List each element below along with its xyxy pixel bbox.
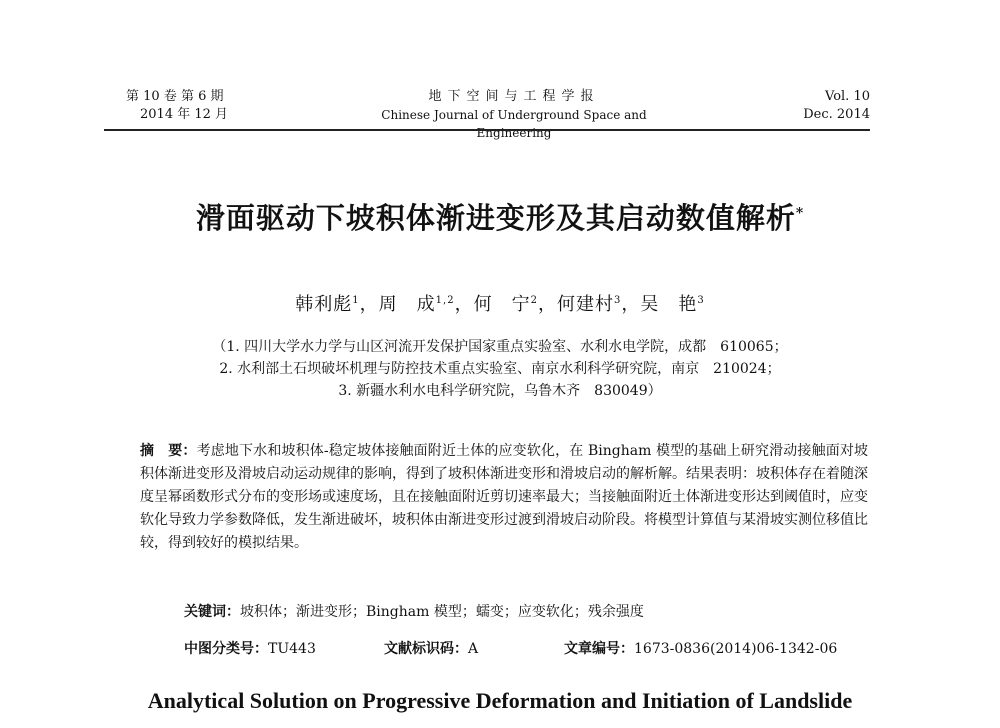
clc-label: 中图分类号： [184,641,268,657]
keywords [184,601,644,621]
keywords-label: 关键词： [184,604,240,620]
header-center [346,88,682,142]
journal-header [0,86,1000,140]
article-label: 文章编号： [564,641,634,657]
author-name: 周 成 [378,294,436,315]
affiliation-2: 2. 水利部土石坝破坏机理与防控技术重点实验室、南京水利科学研究院，南京 210024； [219,361,781,377]
author-name: 何 宁 [473,294,531,315]
affiliation-3: 3. 新疆水利水电科学研究院，乌鲁木齐 830049） [338,383,662,399]
header-right [803,88,870,124]
paper-title-text: 滑面驱动下坡积体渐进变形及其启动数值解析 [195,201,796,235]
journal-name-cn: 地下空间与工程学报 [428,89,600,104]
author-list: 韩利彪$^1$，周 成$^{1,2}$，何 宁$^2$，何建村$^3$，吴 艳$^3$ [295,294,705,315]
clc-code [184,638,316,658]
author-sup: 3 [697,295,705,306]
affiliations [120,336,880,402]
title-footnote-mark: * [795,205,805,222]
abstract-label: 摘 要： [140,443,197,459]
english-title: Analytical Solution on Progressive Deformation and Initiation of Landslide [147,688,853,713]
date-cn: 2014 年 12 月 [140,107,229,122]
doc-code [384,638,478,658]
journal-name-en: Chinese Journal of Underground Space and Engineering [381,108,647,140]
article-value: 1673-0836(2014)06-1342-06 [634,641,838,657]
author-name: 韩利彪 [295,294,353,315]
volume-en: Vol. 10 [825,89,870,104]
keywords-text: 坡积体；渐进变形；Bingham 模型；蠕变；应变软化；残余强度 [240,604,644,620]
abstract-text: 考虑地下水和坡积体-稳定坡体接触面附近土体的应变软化，在 Bingham 模型的基础上研究滑动接触面对坡积体渐进变形及滑坡启动运动规律的影响，得到了坡积体渐进变形和滑坡启动的解析解。结果表明：坡积体存在着随深度呈幂函数形式分布的变形场或速度场，且在接触面附近剪切速率最大；当接触面附近土体渐进变形达到阈值时，应变软化导致力学参数降低，发生渐进破坏，坡积体由渐进变形过渡到滑坡启动阶段。将模型计算值与某滑坡实测位移值比较，得到较好的模拟结果。 [140,443,869,551]
header-left [126,88,228,124]
date-en: Dec. 2014 [803,107,870,122]
clc-value: TU443 [268,641,316,657]
header-rule [104,129,870,131]
author-sup: 2 [530,295,538,306]
affiliation-1: （1. 四川大学水力学与山区河流开发保护国家重点实验室、水利水电学院，成都 610065； [212,339,788,355]
author-name: 何建村 [556,294,614,315]
author-sup: 1,2 [435,295,455,306]
volume-issue: 第 10 卷 第 6 期 [126,89,224,104]
doc-label: 文献标识码： [384,641,468,657]
author-sup: 3 [613,295,622,306]
author-sup: 1 [352,295,360,306]
article-number [564,638,837,658]
paper-title [0,196,1000,237]
abstract [140,440,868,555]
author-name: 吴 艳 [640,294,698,315]
doc-value: A [468,641,479,657]
